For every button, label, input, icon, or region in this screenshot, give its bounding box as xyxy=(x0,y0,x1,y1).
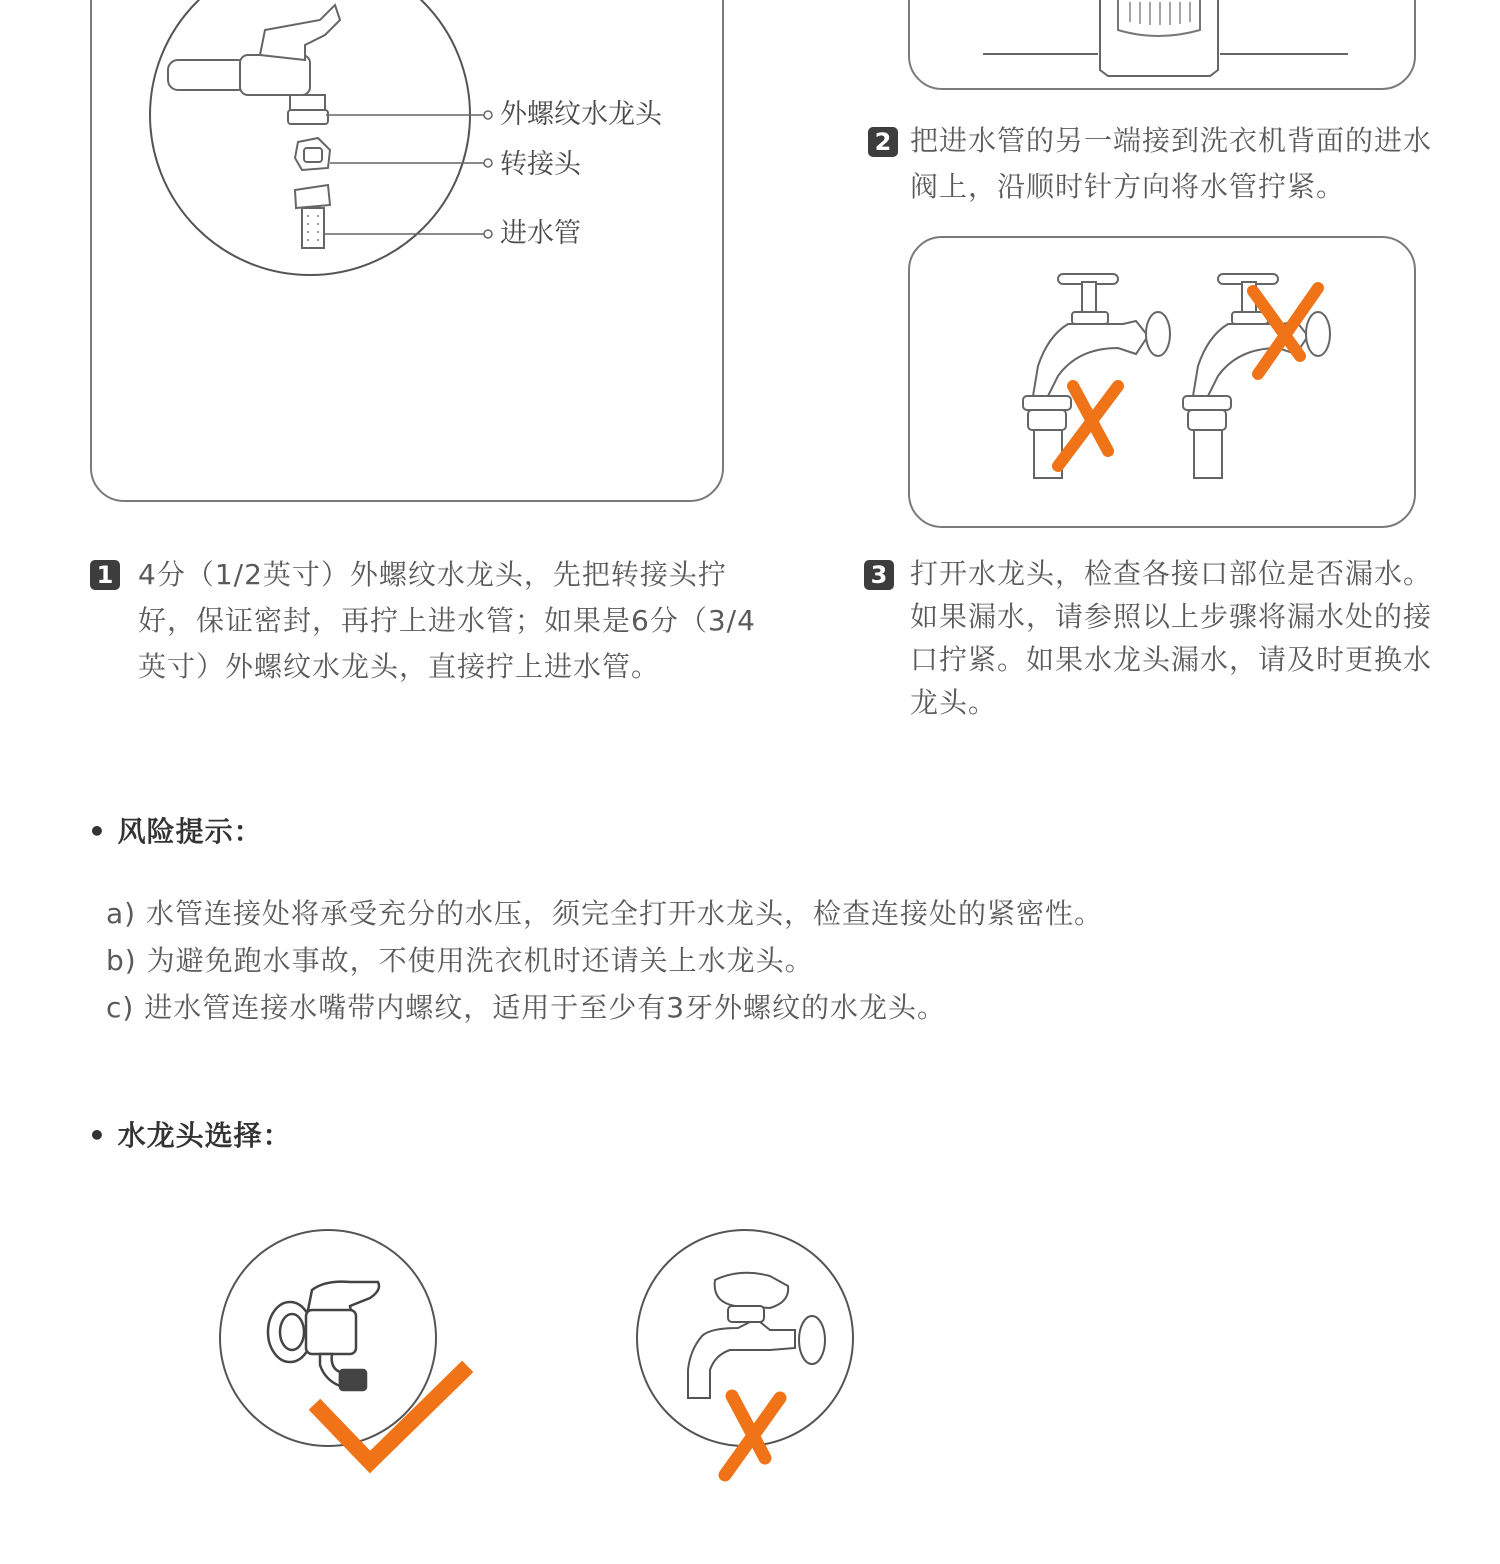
step2-text xyxy=(910,118,1490,210)
step3-line: 如果漏水，请参照以上步骤将漏水处的接 xyxy=(910,600,1433,633)
step2-badge: 2 xyxy=(868,127,898,157)
incorrect-faucet-illustration xyxy=(620,1210,920,1500)
step1-line: 英寸）外螺纹水龙头，直接拧上进水管。 xyxy=(138,650,661,683)
step1-badge: 1 xyxy=(90,560,120,590)
callout-faucet: 外螺纹水龙头 xyxy=(500,99,662,130)
faucet-icon xyxy=(168,5,340,124)
risk-item-a: a) 水管连接处将承受充分的水压，须完全打开水龙头，检查连接处的紧密性。 xyxy=(106,897,1103,930)
correct-faucet-illustration xyxy=(200,1210,500,1490)
inlet-valve-illustration xyxy=(908,0,1416,90)
step2-line: 阀上，沿顺时针方向将水管拧紧。 xyxy=(910,170,1346,203)
risk-item-c: c) 进水管连接水嘴带内螺纹，适用于至少有3牙外螺纹的水龙头。 xyxy=(106,991,947,1024)
wrong-mark-icon xyxy=(725,1396,780,1475)
adapter-icon xyxy=(295,138,330,170)
step3-badge: 3 xyxy=(864,560,894,590)
step3-line: 打开水龙头，检查各接口部位是否漏水。 xyxy=(910,557,1433,590)
threaded-faucet-icon xyxy=(268,1282,379,1390)
risk-heading: • 风险提示： xyxy=(88,815,263,848)
faucet-choice-heading: • 水龙头选择： xyxy=(88,1119,292,1152)
leak-check-illustration xyxy=(908,236,1416,528)
step1-line: 4分（1/2英寸）外螺纹水龙头，先把转接头拧 xyxy=(138,558,727,591)
step2-line: 把进水管的另一端接到洗衣机背面的进水 xyxy=(910,124,1433,157)
risk-item-b: b) 为避免跑水事故，不使用洗衣机时还请关上水龙头。 xyxy=(106,944,814,977)
faucet-assembly-illustration xyxy=(90,0,724,300)
step3-line: 口拧紧。如果水龙头漏水，请及时更换水 xyxy=(910,643,1433,676)
callout-adapter: 转接头 xyxy=(500,149,581,180)
hose-icon xyxy=(295,185,330,248)
step1-line: 好，保证密封，再拧上进水管；如果是6分（3/4 xyxy=(138,604,756,637)
callout-hose: 进水管 xyxy=(500,218,581,249)
faucet-icon xyxy=(1023,274,1170,478)
step3-text xyxy=(910,552,1490,724)
step3-line: 龙头。 xyxy=(910,686,998,719)
step1-text xyxy=(138,552,818,690)
smooth-faucet-icon xyxy=(688,1273,825,1398)
